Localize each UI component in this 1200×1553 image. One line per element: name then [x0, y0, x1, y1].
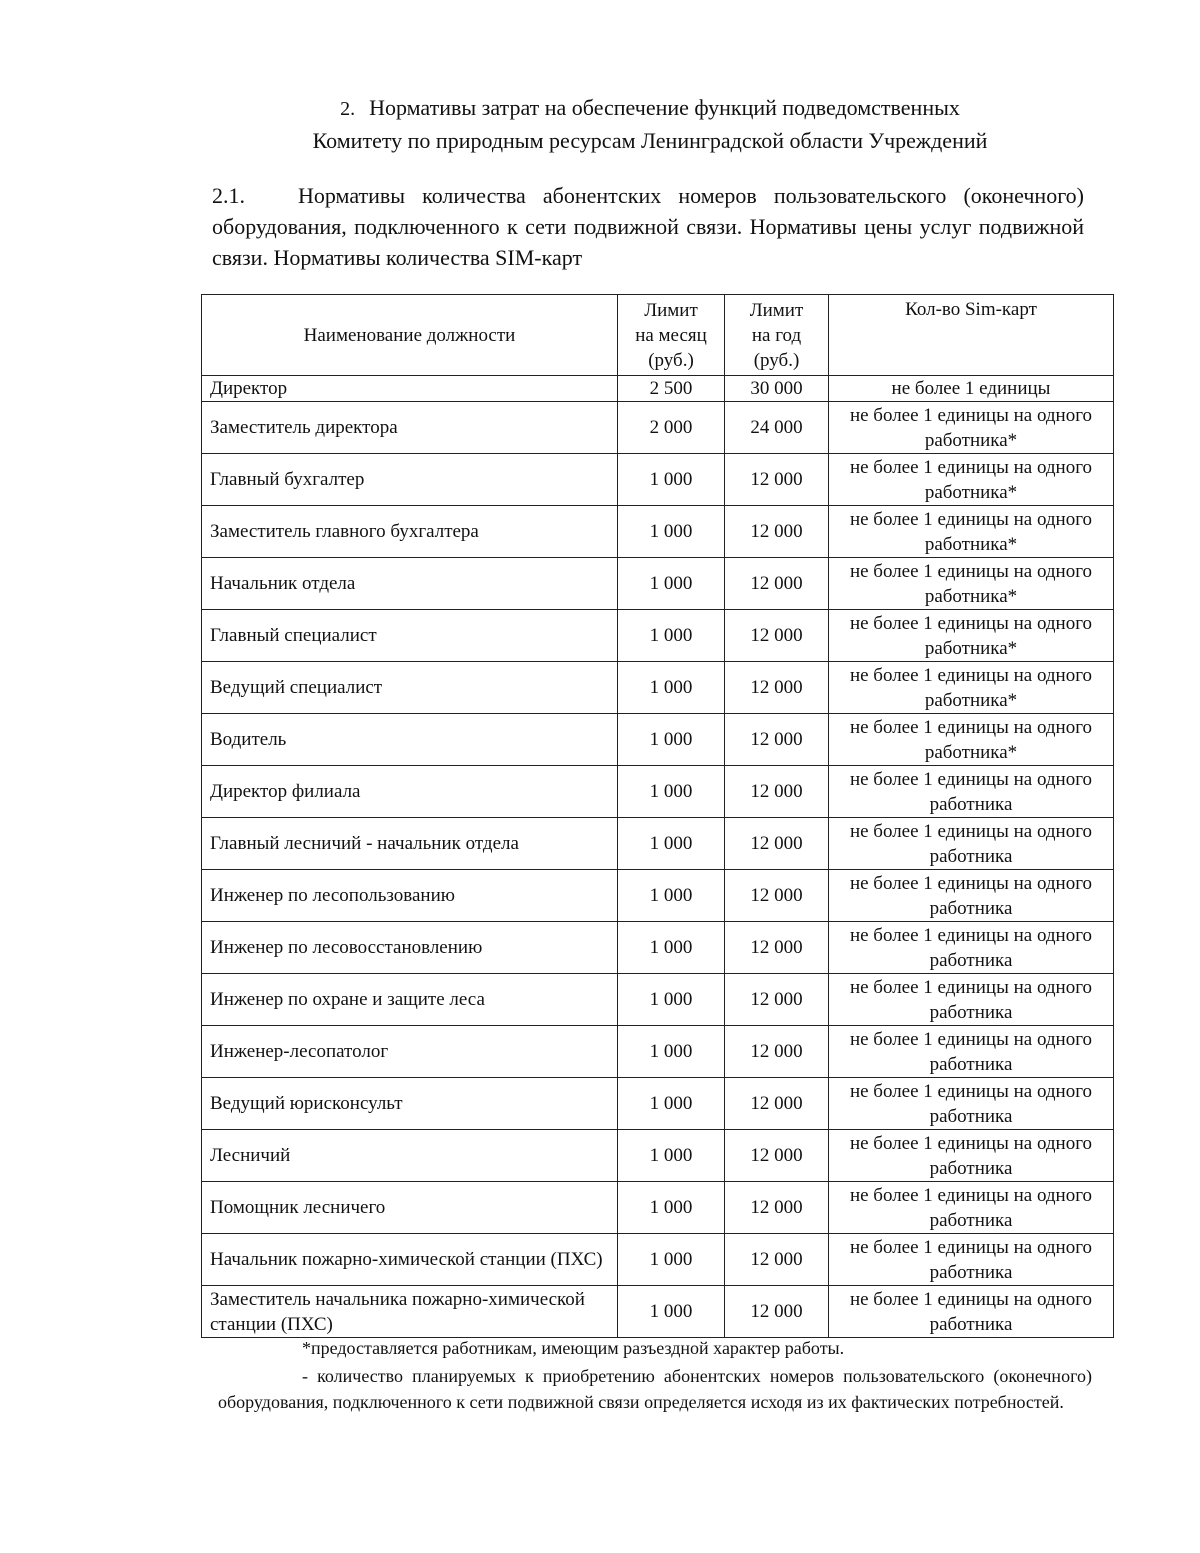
table-row	[202, 870, 1114, 922]
cell-year-limit: 12 000	[725, 922, 829, 974]
cell-sim-count: не более 1 единицы на одного работника	[829, 922, 1114, 974]
cell-position: Директор	[202, 376, 618, 402]
cell-month-limit: 1 000	[618, 1130, 725, 1182]
table-row	[202, 1286, 1114, 1338]
subsection-number: 2.1.	[212, 183, 245, 208]
section-heading	[210, 92, 1090, 156]
cell-year-limit: 12 000	[725, 766, 829, 818]
cell-month-limit: 1 000	[618, 974, 725, 1026]
cell-sim-count: не более 1 единицы на одного работника	[829, 870, 1114, 922]
cell-month-limit: 1 000	[618, 818, 725, 870]
subsection-title: Нормативы количества абонентских номеров пользовательского (оконечного) оборудования, подключенного к сети подвижной связи. Нормативы цены услуг подвижной связи. Нормативы количества SIM-карт	[212, 183, 1084, 270]
cell-month-limit: 2 000	[618, 402, 725, 454]
table-row	[202, 1130, 1114, 1182]
cell-year-limit: 12 000	[725, 818, 829, 870]
table-row	[202, 766, 1114, 818]
cell-position: Начальник отдела	[202, 558, 618, 610]
cell-month-limit: 1 000	[618, 922, 725, 974]
cell-year-limit: 12 000	[725, 870, 829, 922]
cell-year-limit: 12 000	[725, 454, 829, 506]
cell-position: Ведущий юрисконсульт	[202, 1078, 618, 1130]
table-row	[202, 1234, 1114, 1286]
cell-year-limit: 12 000	[725, 1182, 829, 1234]
table-row	[202, 506, 1114, 558]
footnote	[218, 1335, 1092, 1415]
header-sim-count: Кол-во Sim-карт	[829, 295, 1114, 376]
cell-sim-count: не более 1 единицы на одного работника*	[829, 506, 1114, 558]
cell-position: Главный лесничий - начальник отдела	[202, 818, 618, 870]
cell-position: Заместитель директора	[202, 402, 618, 454]
cell-month-limit: 1 000	[618, 1286, 725, 1338]
table-row	[202, 1182, 1114, 1234]
footnote-paragraph: - количество планируемых к приобретению абонентских номеров пользовательского (оконечного) оборудования, подключенного к сети подвижной связи определяется исходя из их фактических потребностей.	[218, 1366, 1092, 1412]
header-month-line-1: Лимит	[644, 299, 698, 321]
cell-year-limit: 12 000	[725, 506, 829, 558]
section-number: 2.	[340, 98, 356, 120]
header-month-line-2: на месяц	[635, 324, 707, 346]
table-row	[202, 402, 1114, 454]
cell-sim-count: не более 1 единицы на одного работника*	[829, 454, 1114, 506]
table-header-row	[202, 295, 1114, 376]
cell-month-limit: 1 000	[618, 766, 725, 818]
cell-month-limit: 1 000	[618, 1078, 725, 1130]
cell-position: Главный специалист	[202, 610, 618, 662]
section-title-line-1: Нормативы затрат на обеспечение функций подведомственных	[369, 95, 960, 120]
cell-sim-count: не более 1 единицы на одного работника*	[829, 714, 1114, 766]
cell-position: Помощник лесничего	[202, 1182, 618, 1234]
cell-position: Директор филиала	[202, 766, 618, 818]
cell-position: Лесничий	[202, 1130, 618, 1182]
header-year-limit	[725, 295, 829, 376]
cell-sim-count: не более 1 единицы на одного работника	[829, 1130, 1114, 1182]
table-row	[202, 714, 1114, 766]
cell-year-limit: 12 000	[725, 1286, 829, 1338]
cell-position: Начальник пожарно-химической станции (ПХС)	[202, 1234, 618, 1286]
cell-year-limit: 12 000	[725, 1130, 829, 1182]
cell-year-limit: 12 000	[725, 610, 829, 662]
subsection-heading	[212, 180, 1084, 273]
cell-year-limit: 12 000	[725, 1234, 829, 1286]
header-year-line-2: на год	[751, 324, 802, 346]
cell-sim-count: не более 1 единицы	[829, 376, 1114, 402]
header-year-line-1: Лимит	[749, 299, 804, 321]
cell-sim-count: не более 1 единицы на одного работника	[829, 1182, 1114, 1234]
cell-month-limit: 1 000	[618, 506, 725, 558]
footnote-asterisk: *предоставляется работникам, имеющим разъездной характер работы.	[302, 1338, 845, 1358]
cell-year-limit: 12 000	[725, 662, 829, 714]
cell-sim-count: не более 1 единицы на одного работника	[829, 818, 1114, 870]
table-row	[202, 818, 1114, 870]
table-row	[202, 454, 1114, 506]
cell-year-limit: 12 000	[725, 1026, 829, 1078]
cell-sim-count: не более 1 единицы на одного работника	[829, 1026, 1114, 1078]
cell-year-limit: 12 000	[725, 558, 829, 610]
header-position: Наименование должности	[202, 295, 618, 376]
table-row	[202, 1026, 1114, 1078]
cell-position: Заместитель начальника пожарно-химической станции (ПХС)	[202, 1286, 618, 1338]
cell-sim-count: не более 1 единицы на одного работника*	[829, 558, 1114, 610]
cell-sim-count: не более 1 единицы на одного работника*	[829, 662, 1114, 714]
cell-month-limit: 1 000	[618, 454, 725, 506]
section-title-line-2: Комитету по природным ресурсам Ленинградской области Учреждений	[312, 128, 988, 153]
cell-position: Инженер по лесопользованию	[202, 870, 618, 922]
cell-year-limit: 30 000	[725, 376, 829, 402]
cell-month-limit: 1 000	[618, 714, 725, 766]
cell-position: Главный бухгалтер	[202, 454, 618, 506]
cell-month-limit: 1 000	[618, 1182, 725, 1234]
cell-year-limit: 24 000	[725, 402, 829, 454]
header-month-limit	[618, 295, 725, 376]
cell-sim-count: не более 1 единицы на одного работника	[829, 1286, 1114, 1338]
cell-month-limit: 1 000	[618, 1234, 725, 1286]
table-row	[202, 1078, 1114, 1130]
table-row	[202, 376, 1114, 402]
section-heading-line-1	[210, 92, 1090, 125]
cell-position: Ведущий специалист	[202, 662, 618, 714]
cell-year-limit: 12 000	[725, 974, 829, 1026]
table-row	[202, 558, 1114, 610]
cell-sim-count: не более 1 единицы на одного работника	[829, 1234, 1114, 1286]
cell-position: Инженер по охране и защите леса	[202, 974, 618, 1026]
cell-position: Инженер по лесовосстановлению	[202, 922, 618, 974]
table-row	[202, 974, 1114, 1026]
table-row	[202, 662, 1114, 714]
table-row	[202, 922, 1114, 974]
cell-month-limit: 1 000	[618, 558, 725, 610]
cell-sim-count: не более 1 единицы на одного работника*	[829, 610, 1114, 662]
norms-table	[201, 294, 1114, 1338]
cell-sim-count: не более 1 единицы на одного работника	[829, 974, 1114, 1026]
header-month-line-3: (руб.)	[648, 349, 694, 371]
cell-sim-count: не более 1 единицы на одного работника	[829, 1078, 1114, 1130]
cell-position: Заместитель главного бухгалтера	[202, 506, 618, 558]
cell-month-limit: 1 000	[618, 1026, 725, 1078]
cell-position: Инженер-лесопатолог	[202, 1026, 618, 1078]
cell-month-limit: 2 500	[618, 376, 725, 402]
table-row	[202, 610, 1114, 662]
header-year-line-3: (руб.)	[753, 349, 800, 371]
cell-sim-count: не более 1 единицы на одного работника	[829, 766, 1114, 818]
cell-month-limit: 1 000	[618, 870, 725, 922]
cell-sim-count: не более 1 единицы на одного работника*	[829, 402, 1114, 454]
cell-month-limit: 1 000	[618, 610, 725, 662]
cell-position: Водитель	[202, 714, 618, 766]
cell-year-limit: 12 000	[725, 714, 829, 766]
cell-year-limit: 12 000	[725, 1078, 829, 1130]
cell-month-limit: 1 000	[618, 662, 725, 714]
